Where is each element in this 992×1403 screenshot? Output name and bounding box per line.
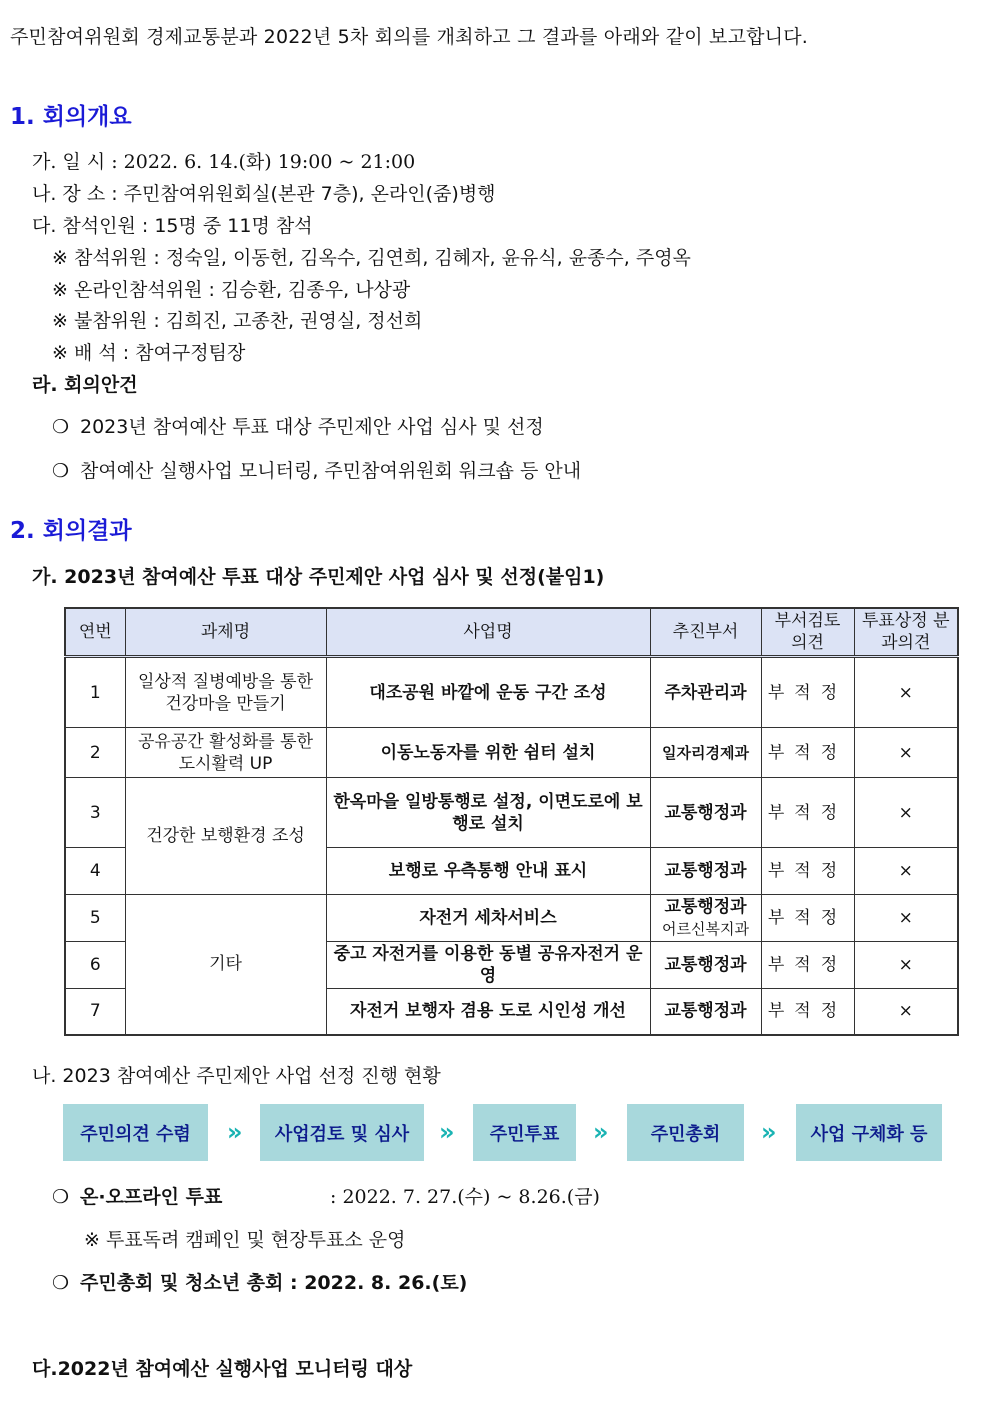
agenda-title: 라. 회의안건 (32, 374, 138, 396)
cell-no: 3 (65, 778, 125, 848)
flow-step-general-assembly: 주민총회 (627, 1104, 744, 1161)
chevron-right-icon: » (227, 1118, 243, 1146)
cell-dept: 교통행정과 (650, 778, 761, 848)
chevron-right-icon: » (761, 1118, 777, 1146)
cell-project: 이동노동자를 위한 쉼터 설치 (326, 728, 650, 778)
cell-vote: × (854, 895, 958, 942)
flow-step-collect-opinions: 주민의견 수렴 (63, 1104, 208, 1161)
table-header-row (65, 608, 958, 657)
absent-members: ※ 불참위원 : 김희진, 고종찬, 권영실, 정선희 (52, 310, 423, 332)
cell-no: 4 (65, 848, 125, 895)
cell-vote: × (854, 848, 958, 895)
cell-dept: 주차관리과 (650, 657, 761, 728)
cell-dept: 교통행정과 (650, 989, 761, 1035)
cell-dept: 일자리경제과 (650, 728, 761, 778)
cell-task: 일상적 질병예방을 통한 건강마을 만들기 (125, 657, 326, 728)
section-1-title: 1. 회의개요 (10, 104, 132, 130)
assembly-text: 주민총회 및 청소년 총회 : 2022. 8. 26.(토) (80, 1272, 468, 1294)
cell-no: 7 (65, 989, 125, 1035)
col-header-vote: 투표상정 분과의견 (854, 608, 958, 657)
online-members: ※ 온라인참석위원 : 김승환, 김종우, 나상광 (52, 279, 411, 301)
cell-project: 자전거 보행자 겸용 도로 시인성 개선 (326, 989, 650, 1035)
cell-no: 6 (65, 942, 125, 989)
subsection-c-title: 다.2022년 참여예산 실행사업 모니터링 대상 (32, 1358, 413, 1380)
col-header-review: 부서검토 의견 (761, 608, 854, 657)
section-2-title: 2. 회의결과 (10, 518, 132, 544)
assembly-date (52, 1268, 467, 1295)
col-header-dept: 추진부서 (650, 608, 761, 657)
meeting-location: 나. 장 소 : 주민참여위원회실(본관 7층), 온라인(줌)병행 (32, 183, 496, 205)
cell-dept: 교통행정과 (650, 942, 761, 989)
cell-review: 부적정 (761, 657, 854, 728)
cell-review: 부적정 (761, 989, 854, 1035)
cell-project: 자전거 세차서비스 (326, 895, 650, 942)
cell-review: 부적정 (761, 942, 854, 989)
cell-no: 2 (65, 728, 125, 778)
attending-members: ※ 참석위원 : 정숙일, 이동헌, 김옥수, 김연희, 김혜자, 윤유식, 윤종수, 주영옥 (52, 247, 691, 269)
agenda-item-text: 2023년 참여예산 투표 대상 주민제안 사업 심사 및 선정 (80, 416, 544, 438)
proposal-review-table (64, 607, 959, 1036)
flow-step-finalize: 사업 구체화 등 (796, 1104, 942, 1161)
flow-step-review: 사업검토 및 심사 (260, 1104, 424, 1161)
cell-vote: × (854, 728, 958, 778)
dept-primary: 교통행정과 (664, 897, 747, 917)
table-row (65, 895, 958, 942)
agenda-item-1 (52, 412, 544, 439)
cell-vote: × (854, 657, 958, 728)
col-header-project: 사업명 (326, 608, 650, 657)
subsection-a-title: 가. 2023년 참여예산 투표 대상 주민제안 사업 심사 및 선정(붙임1) (32, 566, 605, 588)
cell-no: 5 (65, 895, 125, 942)
vote-period-value: : 2022. 7. 27.(수) ~ 8.26.(금) (330, 1186, 600, 1208)
dept-secondary: 어르신복지과 (662, 920, 749, 938)
meeting-attendance: 다. 참석인원 : 15명 중 11명 참석 (32, 215, 313, 237)
cell-vote: × (854, 778, 958, 848)
table-row (65, 728, 958, 778)
cell-dept (650, 895, 761, 942)
cell-task: 건강한 보행환경 조성 (125, 778, 326, 895)
vote-period (52, 1182, 600, 1209)
cell-task: 기타 (125, 895, 326, 1035)
table-row (65, 778, 958, 848)
cell-review: 부적정 (761, 778, 854, 848)
cell-review: 부적정 (761, 895, 854, 942)
flow-step-resident-vote: 주민투표 (473, 1104, 576, 1161)
cell-project: 보행로 우측통행 안내 표시 (326, 848, 650, 895)
subsection-b-title: 나. 2023 참여예산 주민제안 사업 선정 진행 현황 (32, 1065, 441, 1087)
circle-bullet-icon: ❍ (52, 460, 70, 482)
vote-period-label: 온·오프라인 투표 (80, 1186, 223, 1208)
chevron-right-icon: » (439, 1118, 455, 1146)
circle-bullet-icon: ❍ (52, 1272, 70, 1294)
cell-vote: × (854, 989, 958, 1035)
cell-vote: × (854, 942, 958, 989)
attending-staff: ※ 배 석 : 참여구정팀장 (52, 342, 246, 364)
intro-text: 주민참여위원회 경제교통분과 2022년 5차 회의를 개최하고 그 결과를 아래와 같이 보고합니다. (10, 26, 809, 48)
table-row (65, 657, 958, 728)
cell-task: 공유공간 활성화를 통한 도시활력 UP (125, 728, 326, 778)
chevron-right-icon: » (593, 1118, 609, 1146)
cell-dept: 교통행정과 (650, 848, 761, 895)
col-header-no: 연번 (65, 608, 125, 657)
cell-review: 부적정 (761, 848, 854, 895)
cell-project: 중고 자전거를 이용한 동별 공유자전거 운영 (326, 942, 650, 989)
vote-note: ※ 투표독려 캠페인 및 현장투표소 운영 (84, 1229, 406, 1251)
cell-no: 1 (65, 657, 125, 728)
meeting-datetime: 가. 일 시 : 2022. 6. 14.(화) 19:00 ~ 21:00 (32, 151, 416, 173)
circle-bullet-icon: ❍ (52, 1186, 70, 1208)
circle-bullet-icon: ❍ (52, 416, 70, 438)
agenda-item-2 (52, 456, 581, 483)
cell-project: 대조공원 바깥에 운동 구간 조성 (326, 657, 650, 728)
col-header-task: 과제명 (125, 608, 326, 657)
cell-project: 한옥마을 일방통행로 설정, 이면도로에 보행로 설치 (326, 778, 650, 848)
cell-review: 부적정 (761, 728, 854, 778)
agenda-item-text: 참여예산 실행사업 모니터링, 주민참여위원회 워크숍 등 안내 (80, 460, 582, 482)
